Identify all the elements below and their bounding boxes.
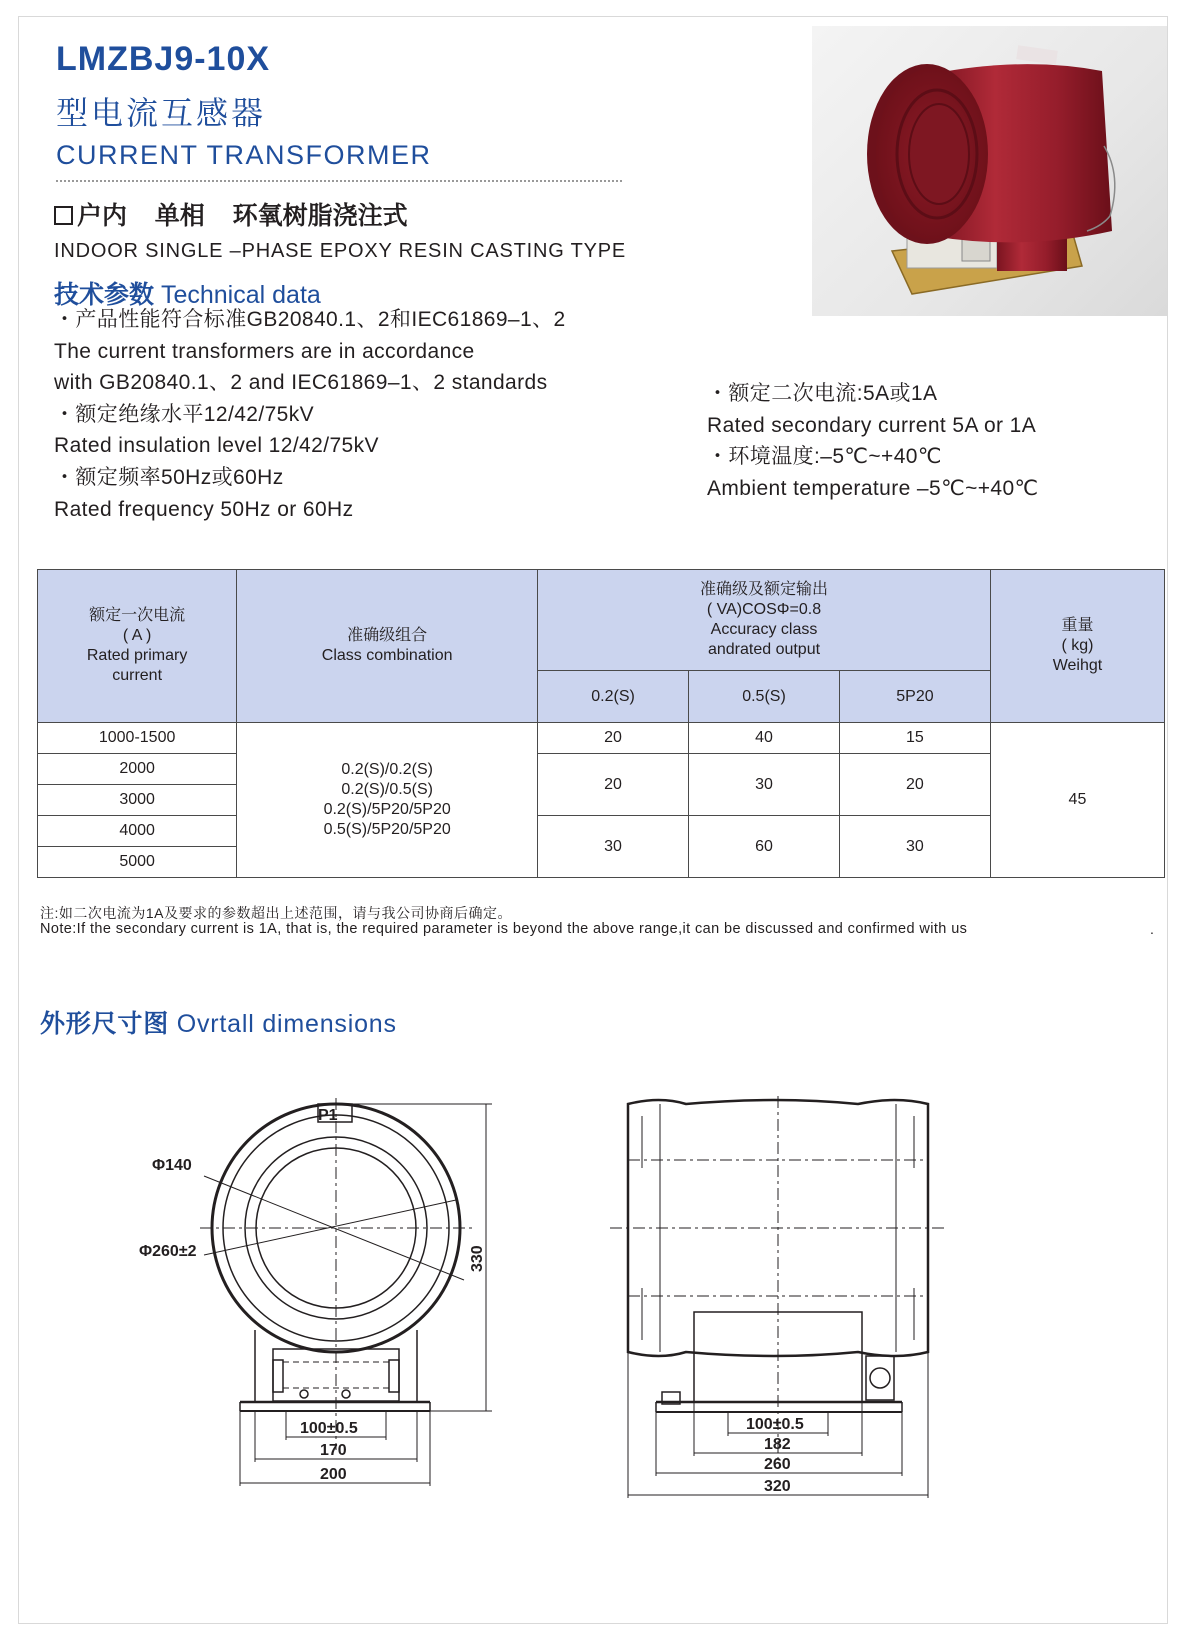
header-text: ( kg) <box>1061 637 1094 654</box>
front-hole-label: 100±0.5 <box>300 1420 358 1437</box>
spec-line: ・额定绝缘水平12/42/75kV <box>54 402 315 426</box>
output-cell: 30 <box>538 816 689 878</box>
primary-current-cell: 5000 <box>38 847 237 878</box>
header-text: ( VA)COSΦ=0.8 <box>706 601 822 618</box>
front-width-170: 170 <box>320 1442 347 1459</box>
subheader-05s: 0.5(S) <box>689 671 840 723</box>
spec-line: ・产品性能符合标准GB20840.1、2和IEC61869–1、2 <box>54 308 566 331</box>
side-width-182: 182 <box>764 1436 791 1453</box>
specs-left <box>54 304 566 525</box>
inner-diameter-label: Φ140 <box>152 1157 192 1174</box>
spec-line: with GB20840.1、2 and IEC61869–1、2 standards <box>54 371 548 395</box>
header-text: Accuracy class <box>710 621 818 638</box>
dimensions-title-cn: 外形尺寸图 <box>40 1010 170 1038</box>
primary-current-cell: 1000-1500 <box>38 723 237 754</box>
note-english: Note:If the secondary current is 1A, that is, the required parameter is beyond the above range,it can be discussed and confirmed with us <box>40 921 968 937</box>
header-class-combination <box>237 570 538 723</box>
header-text: Rated primary <box>86 647 188 664</box>
subheader-5p20: 5P20 <box>839 671 990 723</box>
specification-table <box>37 569 1165 878</box>
side-hole-label: 100±0.5 <box>746 1416 804 1433</box>
dimensions-title-en: Ovrtall dimensions <box>169 1010 397 1038</box>
side-width-320: 320 <box>764 1478 791 1495</box>
note-chinese: 注:如二次电流为1A及要求的参数超出上述范围，请与我公司协商后确定。 <box>40 905 513 921</box>
model-title: LMZBJ9-10X <box>56 40 271 78</box>
spec-line: ・额定二次电流:5A或1A <box>707 382 938 405</box>
technical-data-en: Technical data <box>154 281 321 309</box>
header-weight <box>990 570 1164 723</box>
front-width-200: 200 <box>320 1466 347 1483</box>
class-combination-cell <box>237 723 538 878</box>
class-combination-item: 0.2(S)/0.2(S) <box>341 761 433 778</box>
dimensions-heading <box>40 1004 397 1040</box>
weight-cell: 45 <box>990 723 1164 878</box>
header-accuracy-output <box>538 570 991 671</box>
output-cell: 20 <box>538 754 689 816</box>
technical-data-cn: 技术参数 <box>54 281 155 309</box>
outer-diameter-label: Φ260±2 <box>139 1243 197 1260</box>
header-text: 准确级及额定输出 <box>699 581 828 598</box>
output-cell: 30 <box>839 816 990 878</box>
spec-line: The current transformers are in accordance <box>54 339 475 363</box>
p1-label: P1 <box>318 1107 338 1124</box>
note-dot: . <box>1150 921 1154 937</box>
spec-line: ・环境温度:–5℃~+40℃ <box>707 445 942 469</box>
height-label: 330 <box>469 1245 486 1272</box>
dotted-divider <box>56 180 622 182</box>
header-text: Class combination <box>321 647 453 664</box>
side-width-260: 260 <box>764 1456 791 1473</box>
spec-line: Rated secondary current 5A or 1A <box>707 413 1037 437</box>
title-english: CURRENT TRANSFORMER <box>56 140 432 170</box>
header-text: ( A ) <box>122 627 152 644</box>
type-chinese-label: 户内 单相 环氧树脂浇注式 <box>77 202 408 230</box>
header-text: 重量 <box>1061 617 1094 634</box>
class-combination-item: 0.2(S)/0.5(S) <box>341 781 433 798</box>
spec-line: Rated insulation level 12/42/75kV <box>54 434 379 458</box>
specs-right <box>707 378 1039 504</box>
subheader-02s: 0.2(S) <box>538 671 689 723</box>
header-rated-primary <box>38 570 237 723</box>
primary-current-cell: 2000 <box>38 754 237 785</box>
spec-line: Rated frequency 50Hz or 60Hz <box>54 497 354 521</box>
header-text: Weihgt <box>1052 657 1103 674</box>
output-cell: 30 <box>689 754 840 816</box>
output-cell: 60 <box>689 816 840 878</box>
checkbox-icon <box>54 206 73 225</box>
output-cell: 20 <box>538 723 689 754</box>
current-transformer-illustration <box>812 26 1167 316</box>
type-chinese <box>54 196 408 232</box>
product-photo <box>812 26 1167 316</box>
type-english: INDOOR SINGLE –PHASE EPOXY RESIN CASTING TYPE <box>54 240 627 262</box>
title-chinese: 型电流互感器 <box>56 95 267 131</box>
class-combination-item: 0.2(S)/5P20/5P20 <box>323 801 451 818</box>
output-cell: 20 <box>839 754 990 816</box>
header-text: 额定一次电流 <box>89 607 186 624</box>
class-combination-item: 0.5(S)/5P20/5P20 <box>323 821 451 838</box>
primary-current-cell: 4000 <box>38 816 237 847</box>
header-text: current <box>112 667 163 684</box>
output-cell: 15 <box>839 723 990 754</box>
header-text: andrated output <box>707 641 821 658</box>
spec-line: ・额定频率50Hz或60Hz <box>54 465 284 489</box>
primary-current-cell: 3000 <box>38 785 237 816</box>
output-cell: 40 <box>689 723 840 754</box>
spec-line: Ambient temperature –5℃~+40℃ <box>707 476 1039 500</box>
header-text: 准确级组合 <box>347 627 428 644</box>
